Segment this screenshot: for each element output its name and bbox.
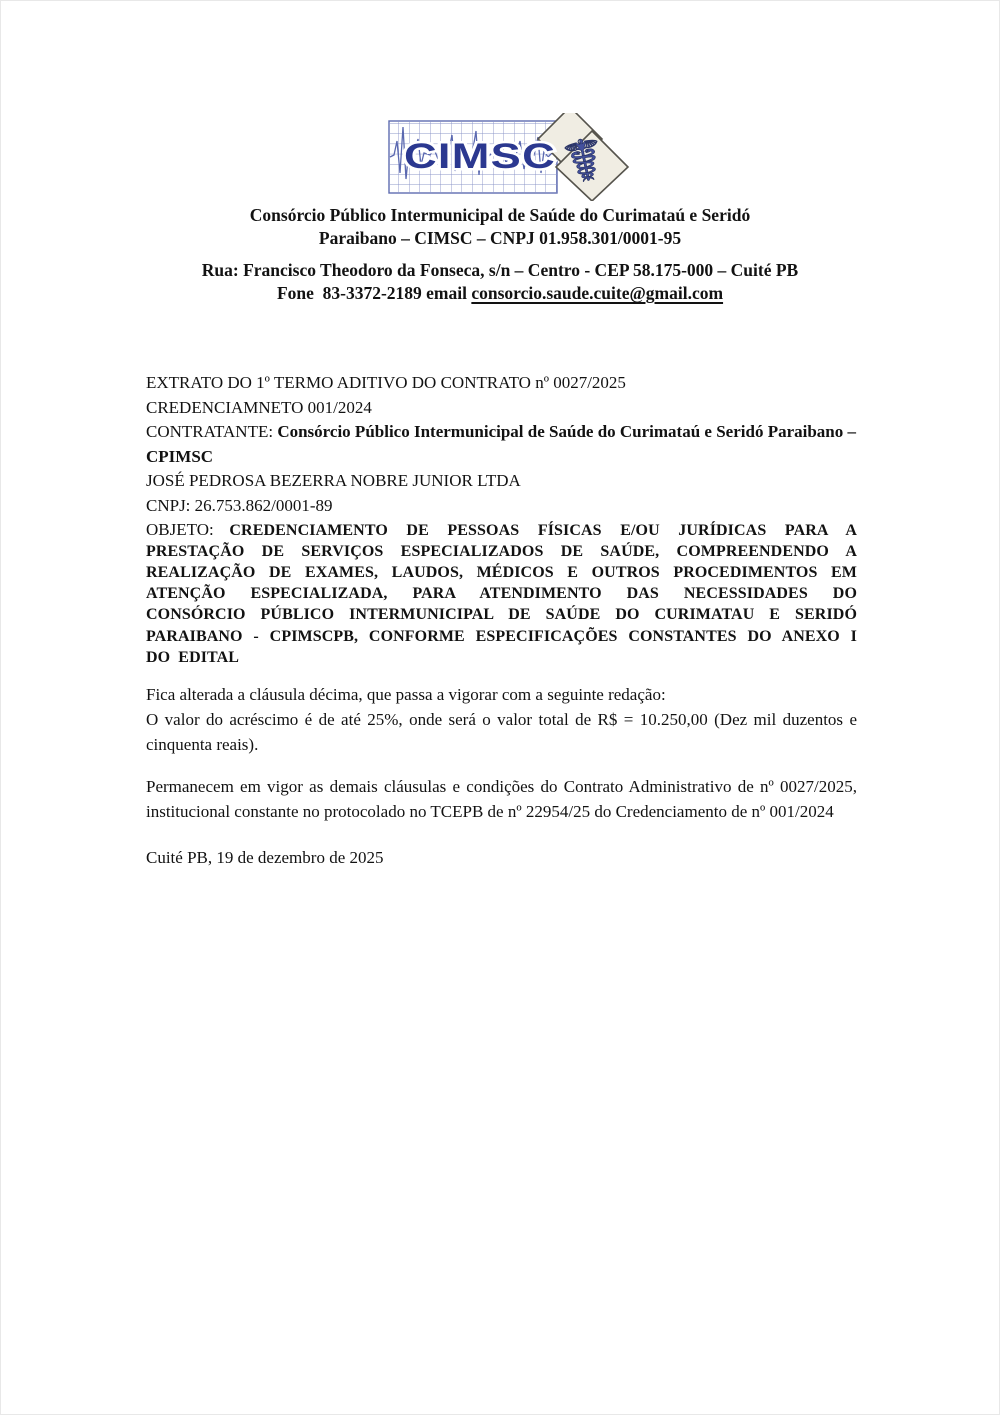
- contratada-line: JOSÉ PEDROSA BEZERRA NOBRE JUNIOR LTDA: [146, 471, 521, 491]
- phone-email-line: [1, 282, 999, 305]
- logo-acronym: CIMSC: [404, 137, 556, 176]
- header-contact-block: [1, 259, 999, 305]
- document-body: [146, 371, 857, 870]
- phone-label: Fone 83-3372-2189 email: [276, 283, 472, 303]
- cnpj-line: CNPJ: 26.753.862/0001-89: [146, 495, 333, 515]
- date-line: Cuité PB, 19 de dezembro de 2025: [146, 847, 384, 867]
- extrato-title-line: EXTRATO DO 1º TERMO ADITIVO DO CONTRATO nº 0027/2025: [146, 373, 626, 392]
- header-consortium-name: [1, 204, 999, 250]
- clausula-line: Fica alterada a cláusula décima, que passa a vigorar com a seguinte redação:: [146, 684, 666, 704]
- email-link[interactable]: consorcio.saude.cuite@gmail.com: [471, 283, 724, 303]
- consortium-name-line1: Consórcio Público Intermunicipal de Saúde do Curimataú e Seridó: [249, 205, 751, 225]
- consortium-logo: [1, 1, 999, 201]
- consortium-name-line2: Paraibano – CIMSC – CNPJ 01.958.301/0001-95: [318, 228, 682, 248]
- address-line: Rua: Francisco Theodoro da Fonseca, s/n – Centro - CEP 58.175-000 – Cuité PB: [201, 260, 799, 280]
- objeto-paragraph: [146, 519, 857, 668]
- cimsc-logo-graphic: [388, 113, 632, 201]
- caduceus-icon: ☤: [558, 123, 611, 199]
- contratante-line: [146, 420, 857, 469]
- objeto-label: OBJETO:: [146, 519, 230, 539]
- valor-paragraph: O valor do acréscimo é de até 25%, onde será o valor total de R$ = 10.250,00 (Dez mil duzentos e cinquenta reais).: [146, 709, 857, 754]
- objeto-value: CREDENCIAMENTO DE PESSOAS FÍSICAS E/OU JURÍDICAS PARA A PRESTAÇÃO DE SERVIÇOS ESPECIALIZADOS DE SAÚDE, COMPREENDENDO A REALIZAÇÃO DE EXAMES, LAUDOS, MÉDICOS E OUTROS PROCEDIMENTOS EM ATENÇÃO ESPECIALIZADA, PARA ATENDIMENTO DAS NECESSIDADES DO CONSÓRCIO PÚBLICO INTERMUNICIPAL DE SAÚDE DO CURIMATAU E SERIDÓ PARAIBANO - CPIMSCPB, CONFORME ESPECIFICAÇÕES CONSTANTES DO ANEXO I DO EDITAL: [146, 521, 857, 666]
- credenciamento-line: CREDENCIAMNETO 001/2024: [146, 397, 372, 417]
- permanecem-paragraph: Permanecem em vigor as demais cláusulas e condições do Contrato Administrativo de nº 0027/2025, institucional constante no protocolado no TCEPB de nº 22954/25 do Credenciamento de nº 001/2024: [146, 776, 857, 821]
- contratante-label: CONTRATANTE:: [146, 422, 278, 442]
- contratante-value: Consórcio Público Intermunicipal de Saúde do Curimataú e Seridó Paraibano – CPIMSC: [146, 422, 857, 466]
- contract-identification-block: [146, 371, 857, 519]
